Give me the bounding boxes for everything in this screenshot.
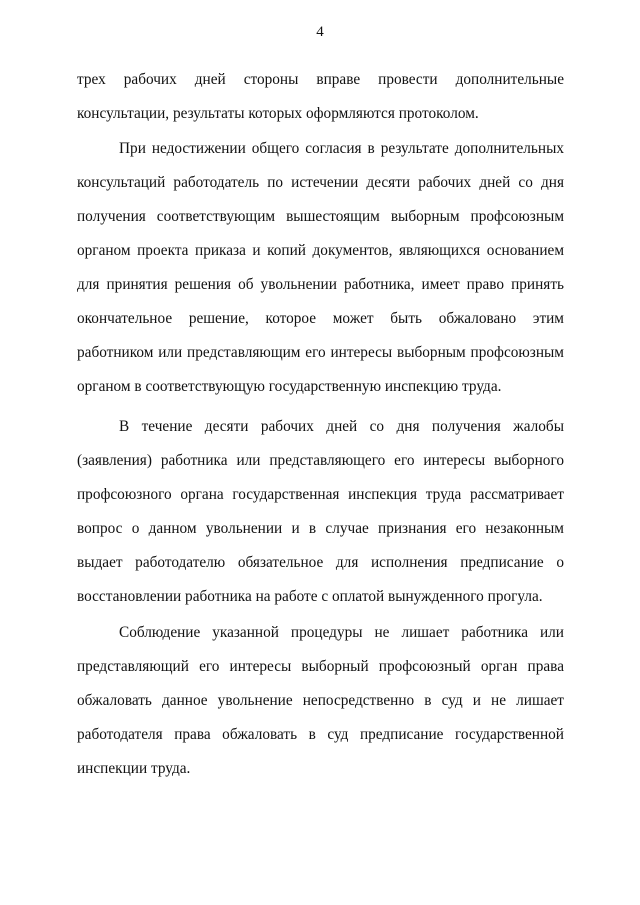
paragraph-4: Соблюдение указанной процедуры не лишает работника или представляющий его интересы выборный профсоюзный орган права обжаловать данное увольнение непосредственно в суд и не лишает работодателя права обжаловать в суд предписание государственной инспекции труда.	[77, 624, 564, 777]
paragraph-2: При недостижении общего согласия в результате дополнительных консультаций работодатель по истечении десяти рабочих дней со дня получения соответствующим вышестоящим выборным профсоюзным органом проекта приказа и копий документов, являющихся основанием для принятия решения об увольнении работника, имеет право принять окончательное решение, которое может быть обжаловано этим работником или представляющим его интересы выборным профсоюзным органом в соответствующую государственную инспекцию труда.	[77, 140, 564, 395]
paragraph-block-3	[77, 410, 564, 614]
paragraph-1: трех рабочих дней стороны вправе провести дополнительные консультации, результаты которых оформляются протоколом.	[77, 71, 564, 122]
paragraph-3: В течение десяти рабочих дней со дня получения жалобы (заявления) работника или представляющего его интересы выборного профсоюзного органа государственная инспекция труда рассматривает вопрос о данном увольнении и в случае признания его незаконным выдает работодателю обязательное для исполнения предписание о восстановлении работника на работе с оплатой вынужденного прогула.	[77, 418, 564, 605]
page-number: 4	[316, 24, 324, 40]
paragraph-block-4	[77, 616, 564, 786]
paragraph-block-2	[77, 132, 564, 404]
paragraph-continuation	[77, 63, 564, 131]
